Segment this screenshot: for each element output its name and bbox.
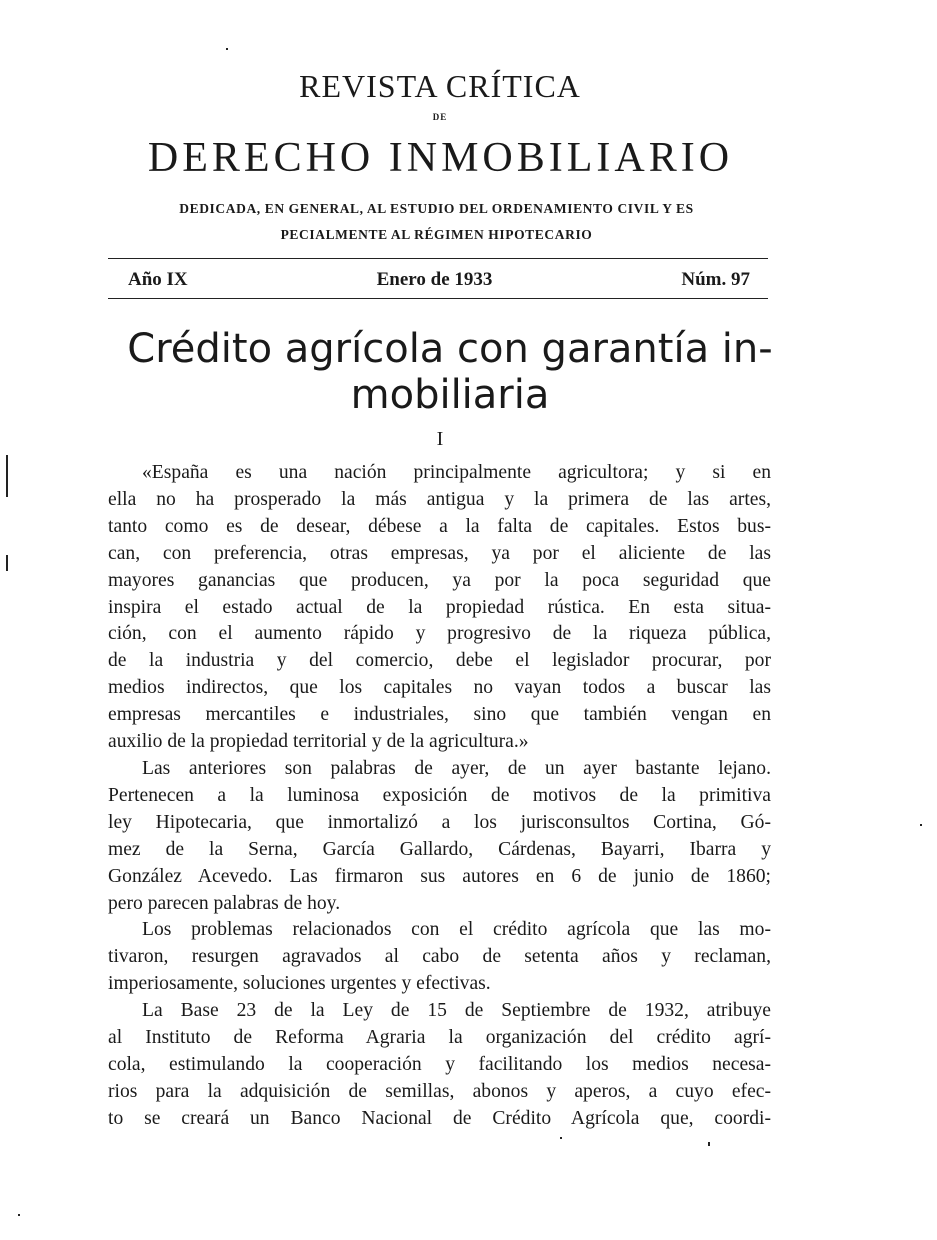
paragraph: [108, 756, 771, 917]
text-line: cola, estimulando la cooperación y facilitando los medios necesa-: [108, 1053, 771, 1075]
text-line: Las anteriores son palabras de ayer, de un ayer bastante lejano.: [142, 757, 771, 779]
issue-number: Núm. 97: [681, 269, 750, 290]
text-line: to se creará un Banco Nacional de Crédito Agrícola que, coordi-: [108, 1107, 771, 1129]
text-line: auxilio de la propiedad territorial y de la agricultura.»: [108, 731, 529, 753]
text-line: rios para la adquisición de semillas, abonos y aperos, a cuyo efec-: [108, 1080, 771, 1102]
header-rule-top: [108, 258, 768, 259]
journal-title: REVISTA CRÍTICA: [299, 68, 581, 104]
scan-speck: [18, 1214, 20, 1216]
article-title: [100, 326, 800, 418]
article-title-line: Crédito agrícola con garantía in-: [127, 326, 773, 372]
article-title-line: mobiliaria: [350, 372, 550, 418]
issue-year: Año IX: [128, 269, 188, 290]
text-line: La Base 23 de la Ley de 15 de Septiembre de 1932, atribuye: [142, 1000, 771, 1022]
paragraph: [108, 460, 771, 756]
scan-speck: [708, 1142, 710, 1146]
paragraph: [108, 917, 771, 998]
text-line: imperiosamente, soluciones urgentes y efectivas.: [108, 973, 491, 995]
text-line: tanto como es de desear, débese a la falta de capitales. Estos bus-: [108, 515, 771, 537]
issue-info-bar: [128, 266, 750, 294]
text-line: pero parecen palabras de hoy.: [108, 892, 341, 914]
scan-speck: [920, 824, 922, 826]
section-numeral: I: [436, 428, 444, 450]
scan-margin-mark: [6, 555, 8, 571]
issue-date: Enero de 1933: [376, 269, 493, 290]
text-line: Los problemas relacionados con el crédito agrícola que las mo-: [142, 919, 771, 941]
text-line: empresas mercantiles e industriales, sino que también vengan en: [108, 704, 771, 726]
text-line: inspira el estado actual de la propiedad rústica. En esta situa-: [108, 596, 771, 618]
journal-description: [108, 196, 765, 248]
text-line: ción, con el aumento rápido y progresivo de la riqueza pública,: [108, 623, 771, 645]
scan-margin-mark: [6, 455, 8, 497]
text-line: González Acevedo. Las firmaron sus autores en 6 de junio de 1860;: [108, 865, 771, 887]
journal-subject: DERECHO INMOBILIARIO: [147, 135, 734, 181]
text-line: medios indirectos, que los capitales no vayan todos a buscar las: [108, 677, 771, 699]
text-line: can, con preferencia, otras empresas, ya por el aliciente de las: [108, 542, 771, 564]
article-body: [108, 460, 771, 1133]
text-line: Pertenecen a la luminosa exposición de motivos de la primitiva: [108, 784, 771, 806]
text-line: mez de la Serna, García Gallardo, Cárdenas, Bayarri, Ibarra y: [108, 838, 771, 860]
text-line: ley Hipotecaria, que inmortalizó a los jurisconsultos Cortina, Gó-: [108, 811, 771, 833]
scan-speck: [226, 48, 228, 50]
journal-description-line: DEDICADA, EN GENERAL, AL ESTUDIO DEL ORDENAMIENTO CIVIL Y ES: [179, 201, 694, 216]
paragraph: [108, 998, 771, 1133]
journal-title-connector: DE: [432, 112, 448, 122]
scan-speck: [560, 1137, 562, 1139]
text-line: de la industria y del comercio, debe el legislador procurar, por: [108, 650, 771, 672]
text-line: tivaron, resurgen agravados al cabo de setenta años y reclaman,: [108, 946, 771, 968]
text-line: al Instituto de Reforma Agraria la organización del crédito agrí-: [108, 1027, 771, 1049]
text-line: mayores ganancias que producen, ya por la poca seguridad que: [108, 569, 771, 591]
text-line: ella no ha prosperado la más antigua y la primera de las artes,: [108, 488, 771, 510]
header-rule-bottom: [108, 298, 768, 299]
journal-description-line: PECIALMENTE AL RÉGIMEN HIPOTECARIO: [280, 227, 593, 242]
text-line: «España es una nación principalmente agricultora; y si en: [142, 462, 771, 483]
